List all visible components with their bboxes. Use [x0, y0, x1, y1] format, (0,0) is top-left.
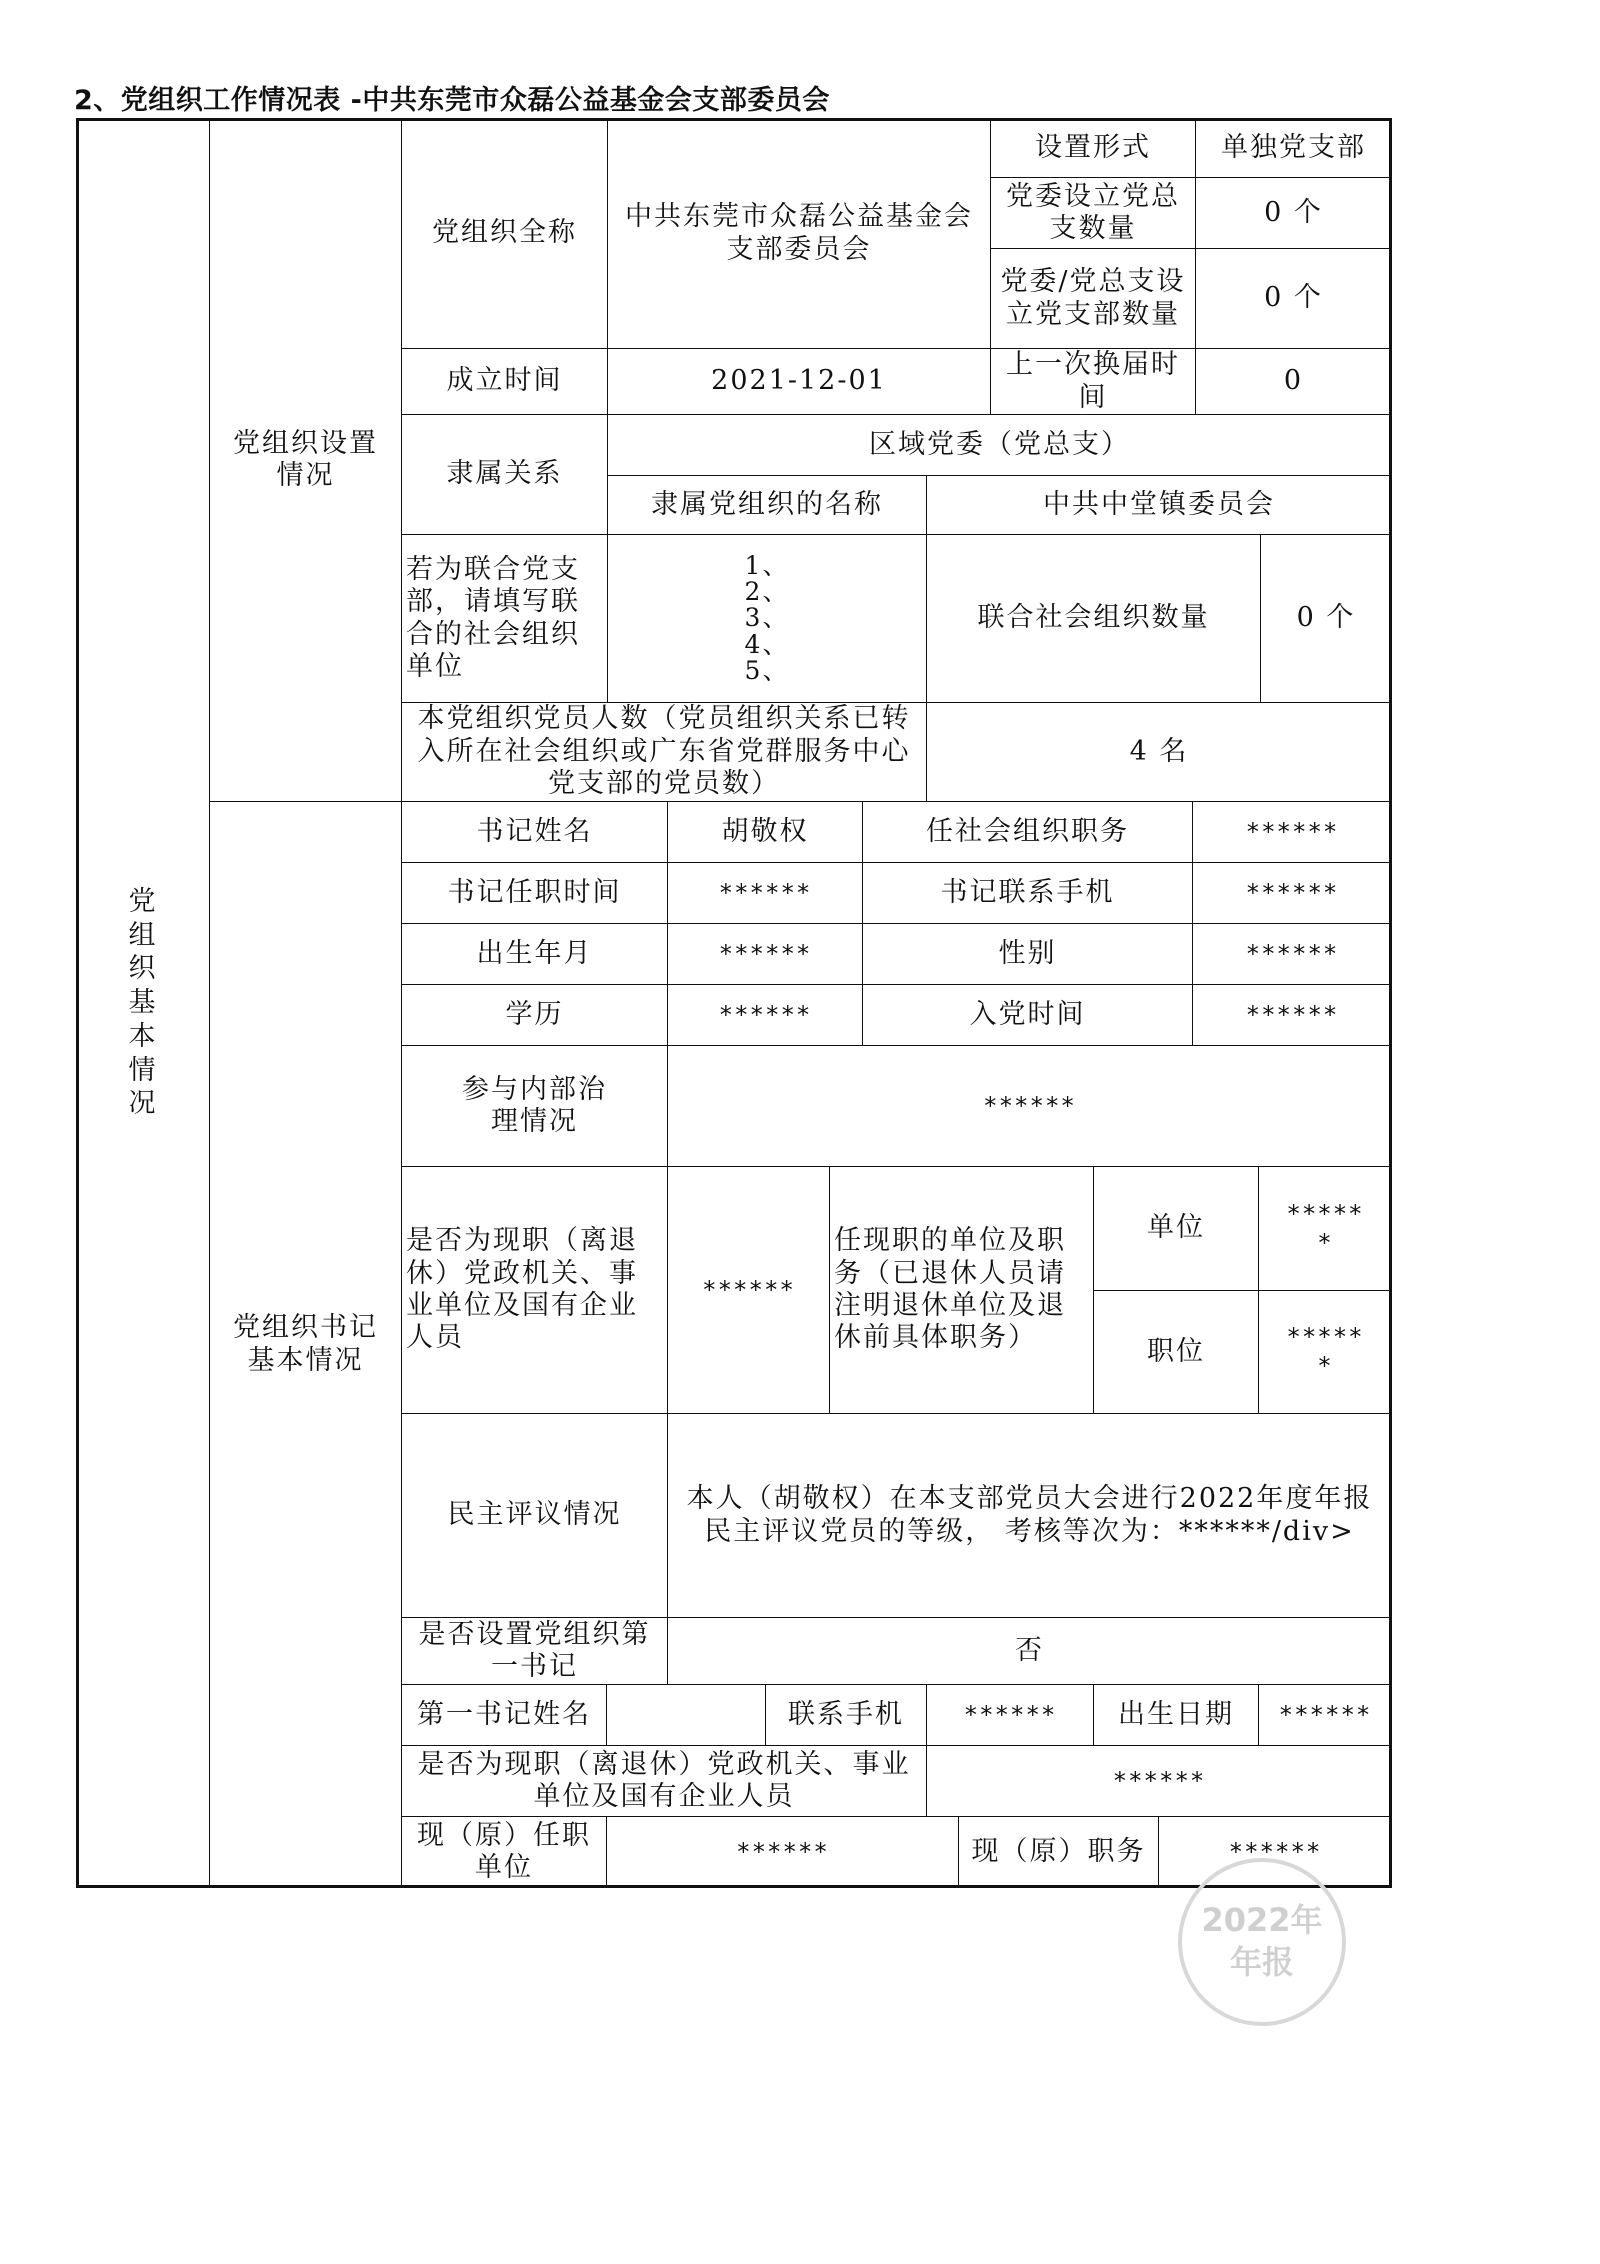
joint-units-label: 若为联合党支部，请填写联合的社会组织单位 [401, 534, 608, 703]
general-branch-count-label: 党委设立党总支数量 [990, 177, 1196, 249]
birth-label: 出生年月 [401, 923, 668, 985]
first-secretary-gov-staff-value: ****** [926, 1745, 1392, 1817]
gov-staff-label: 是否为现职（离退休）党政机关、事业单位及国有企业人员 [401, 1166, 668, 1414]
page-title: 2、党组织工作情况表 -中共东莞市众磊公益基金会支部委员会 [74, 85, 830, 116]
founded-label: 成立时间 [401, 348, 608, 415]
unit-value: ****** [1258, 1166, 1392, 1291]
section-basic-char: 本 [128, 1020, 158, 1052]
section-basic-char: 况 [128, 1088, 158, 1120]
joint-units-list [607, 534, 927, 703]
full-name-value: 中共东莞市众磊公益基金会支部委员会 [607, 118, 991, 349]
joint-unit-item: 1、 [744, 550, 790, 580]
parent-name-label: 隶属党组织的名称 [607, 475, 927, 535]
first-secretary-name-value [606, 1684, 766, 1746]
first-secretary-set-label: 是否设置党组织第一书记 [401, 1617, 668, 1685]
education-label: 学历 [401, 984, 668, 1046]
term-value: ****** [667, 862, 863, 924]
joint-count-value: 0 个 [1260, 534, 1392, 703]
first-secretary-birth-value: ****** [1258, 1684, 1392, 1746]
joint-unit-item: 4、 [744, 629, 790, 659]
review-value: 本人（胡敬权）在本支部党员大会进行2022年度年报民主评议党员的等级， 考核等次为：******/div> [667, 1413, 1392, 1618]
annual-report-stamp: 2022年 年报 [1178, 1858, 1346, 2026]
first-secretary-unit-value: ****** [606, 1816, 959, 1888]
branch-count-label: 党委/党总支设立党支部数量 [990, 248, 1196, 349]
join-label: 入党时间 [862, 984, 1193, 1046]
joint-count-label: 联合社会组织数量 [926, 534, 1261, 703]
members-label: 本党组织党员人数（党员组织关系已转入所在社会组织或广东省党群服务中心党支部的党员数） [401, 702, 927, 802]
joint-unit-item: 2、 [744, 577, 790, 607]
term-label: 书记任职时间 [401, 862, 668, 924]
parent-name-value: 中共中堂镇委员会 [926, 475, 1392, 535]
post-label: 职位 [1093, 1290, 1259, 1414]
review-label: 民主评议情况 [401, 1413, 668, 1618]
setup-form-value: 单独党支部 [1195, 118, 1392, 178]
unit-label: 单位 [1093, 1166, 1259, 1291]
section-basic-char: 情 [128, 1054, 158, 1086]
secretary-name-value: 胡敬权 [667, 801, 863, 863]
gov-staff-value: ****** [667, 1166, 830, 1414]
org-position-label: 任社会组织职务 [862, 801, 1193, 863]
last-election-label: 上一次换届时间 [990, 348, 1196, 415]
last-election-value: 0 [1195, 348, 1392, 415]
joint-unit-item: 5、 [744, 655, 790, 685]
phone-label: 书记联系手机 [862, 862, 1193, 924]
first-secretary-post-label: 现（原）职务 [958, 1816, 1159, 1888]
affiliation-label: 隶属关系 [401, 414, 608, 535]
current-job-label: 任现职的单位及职务（已退休人员请注明退休单位及退休前具体职务） [829, 1166, 1094, 1414]
birth-value: ****** [667, 923, 863, 985]
gender-value: ****** [1192, 923, 1392, 985]
first-secretary-gov-staff-label: 是否为现职（离退休）党政机关、事业单位及国有企业人员 [401, 1745, 927, 1817]
section-basic-char: 基 [128, 987, 158, 1019]
setup-form-label: 设置形式 [990, 118, 1196, 178]
join-value: ****** [1192, 984, 1392, 1046]
branch-count-value: 0 个 [1195, 248, 1392, 349]
first-secretary-phone-value: ****** [926, 1684, 1094, 1746]
first-secretary-post-value: ****** [1158, 1816, 1392, 1888]
secretary-name-label: 书记姓名 [401, 801, 668, 863]
section-secretary: 党组织书记基本情况 [209, 801, 402, 1888]
section-setup: 党组织设置情况 [209, 118, 402, 802]
first-secretary-set-value: 否 [667, 1617, 1392, 1685]
first-secretary-birth-label: 出生日期 [1093, 1684, 1259, 1746]
org-position-value: ****** [1192, 801, 1392, 863]
first-secretary-phone-label: 联系手机 [765, 1684, 927, 1746]
governance-value: ****** [667, 1045, 1392, 1167]
general-branch-count-value: 0 个 [1195, 177, 1392, 249]
section-basic-char: 织 [128, 953, 158, 985]
governance-label: 参与内部治理情况 [401, 1045, 668, 1167]
gender-label: 性别 [862, 923, 1193, 985]
first-secretary-name-label: 第一书记姓名 [401, 1684, 607, 1746]
full-name-label: 党组织全称 [401, 118, 608, 349]
members-value: 4 名 [926, 702, 1392, 802]
section-basic-char: 党 [128, 885, 158, 917]
founded-value: 2021-12-01 [607, 348, 991, 415]
section-basic-char: 组 [128, 919, 158, 951]
joint-unit-item: 3、 [744, 603, 790, 633]
post-value: ****** [1258, 1290, 1392, 1414]
education-value: ****** [667, 984, 863, 1046]
affiliation-value: 区域党委（党总支） [607, 414, 1392, 476]
first-secretary-unit-label: 现（原）任职单位 [401, 1816, 607, 1888]
phone-value: ****** [1192, 862, 1392, 924]
section-basic-info [76, 118, 210, 1888]
